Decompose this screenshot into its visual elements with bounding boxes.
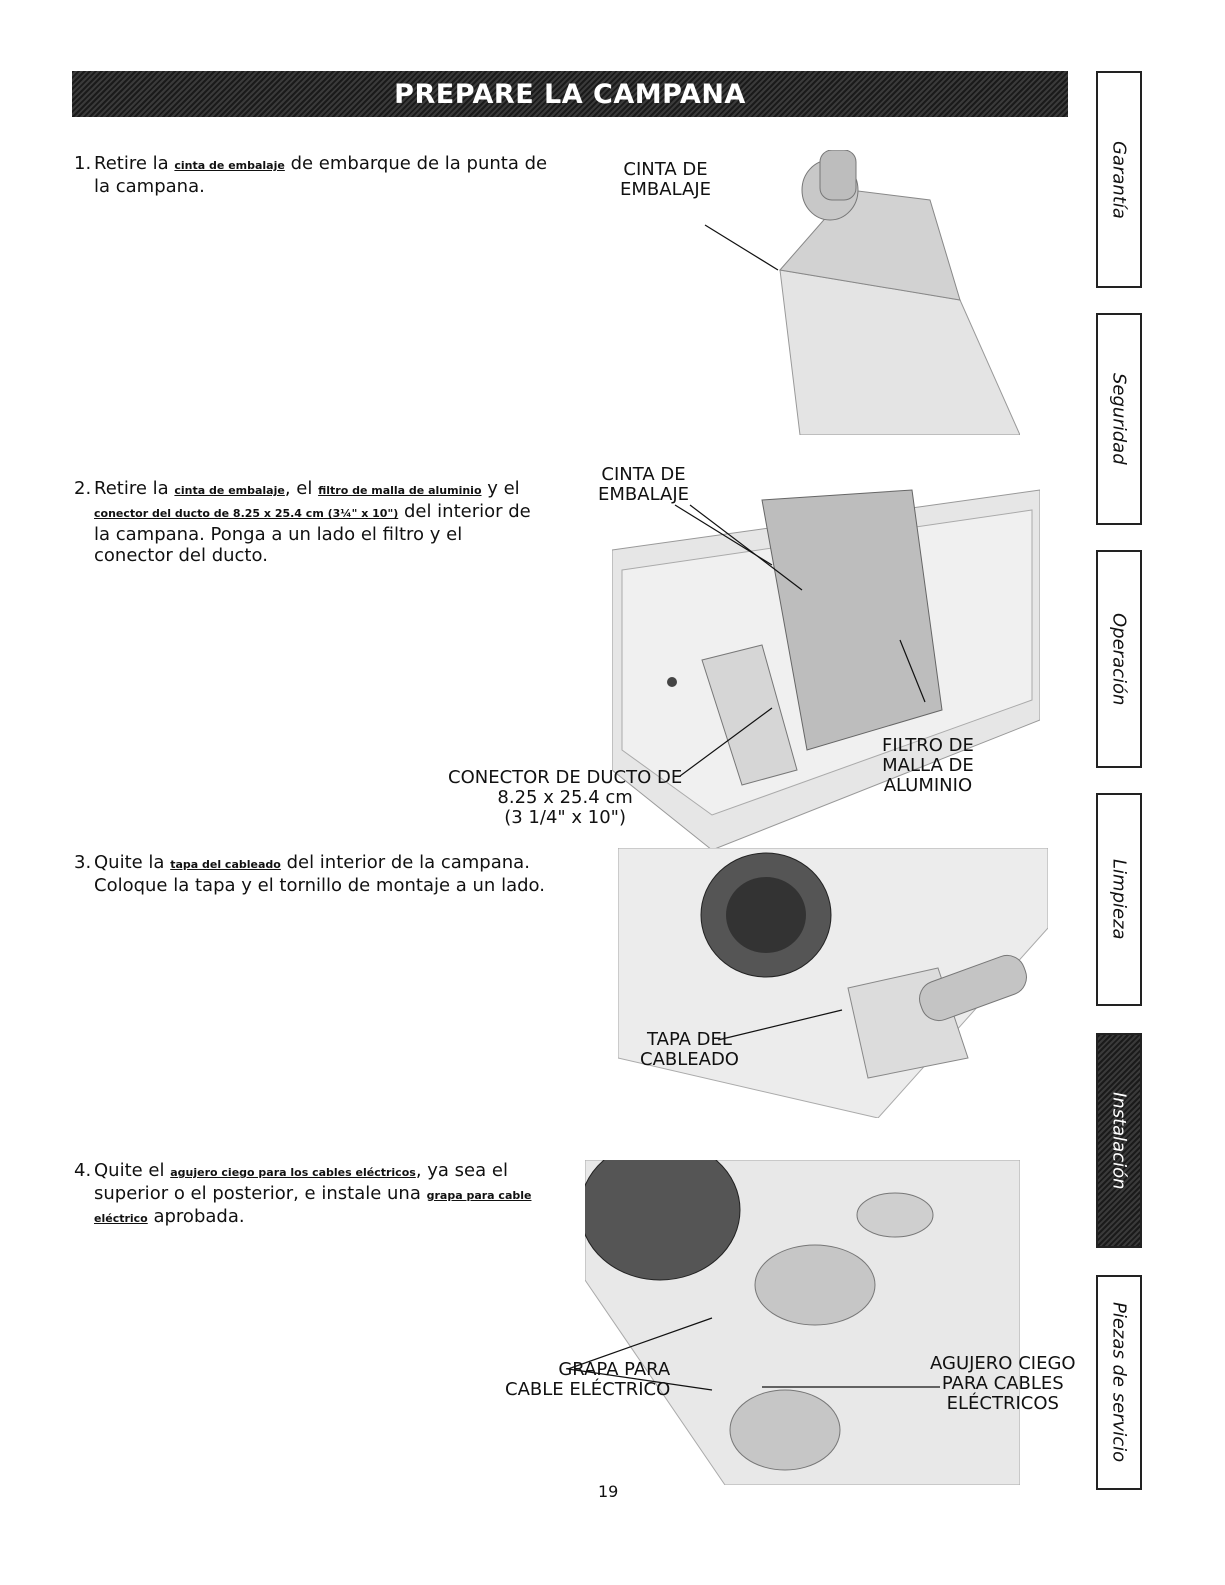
photo-hood-tip-tape: [720, 150, 1020, 435]
underlined-term: agujero ciego para los cables eléctricos: [170, 1166, 416, 1179]
underlined-term: grapa para cable eléctrico: [94, 1189, 532, 1225]
step-4: [74, 1160, 554, 1229]
hood-tip-illustration: [720, 150, 1020, 435]
step-number: 4.: [74, 1160, 92, 1181]
step-2: [74, 478, 544, 566]
step-1: [74, 153, 564, 197]
underlined-term: conector del ducto de 8.25 x 25.4 cm (3¼" x 10"): [94, 507, 399, 520]
label-cinta-embalaje-2: CINTA DE EMBALAJE: [598, 464, 690, 505]
step-3: [74, 852, 554, 896]
wiring-cover-illustration: [618, 848, 1048, 1118]
step-number: 3.: [74, 852, 92, 873]
tab-operacion[interactable]: Operación: [1096, 550, 1142, 768]
label-grapa: GRAPA PARA CABLE ELÉCTRICO: [505, 1359, 671, 1400]
label-tapa: TAPA DEL CABLEADO: [640, 1029, 739, 1070]
photo-knockout-clamp: [585, 1160, 1020, 1485]
step-text: Retire la cinta de embalaje de embarque de la punta de la campana.: [94, 153, 548, 197]
underlined-term: cinta de embalaje: [174, 484, 285, 497]
step-text: Retire la cinta de embalaje, el filtro de malla de aluminio y el conector del ducto de 8.25 x 25.4 cm (3¼" x 10") del interior de la campana. Ponga a un lado el filtro y el conector del ducto.: [94, 478, 531, 566]
section-title: PREPARE LA CAMPANA: [394, 78, 746, 110]
label-filtro: FILTRO DE MALLA DE ALUMINIO: [882, 735, 974, 796]
tab-seguridad[interactable]: Seguridad: [1096, 313, 1142, 525]
knockout-illustration: [585, 1160, 1020, 1485]
tab-piezas-de-servicio[interactable]: Piezas de servicio: [1096, 1275, 1142, 1490]
label-conector: CONECTOR DE DUCTO DE 8.25 x 25.4 cm (3 1/4" x 10"): [448, 767, 683, 828]
tab-garantia[interactable]: Garantía: [1096, 71, 1142, 288]
section-header: [72, 71, 1068, 117]
step-text: Quite el agujero ciego para los cables eléctricos, ya sea el superior o el posterior, e instale una grapa para cable eléctrico aprobada.: [94, 1160, 532, 1227]
page-number: 19: [598, 1482, 619, 1501]
underlined-term: filtro de malla de aluminio: [318, 484, 482, 497]
step-text: Quite la tapa del cableado del interior de la campana. Coloque la tapa y el tornillo de montaje a un lado.: [94, 852, 545, 896]
step-number: 1.: [74, 153, 92, 174]
label-agujero: AGUJERO CIEGO PARA CABLES ELÉCTRICOS: [930, 1353, 1076, 1414]
tab-limpieza[interactable]: Limpieza: [1096, 793, 1142, 1006]
step-number: 2.: [74, 478, 92, 499]
photo-wiring-cover: [618, 848, 1048, 1118]
label-cinta-embalaje-1: CINTA DE EMBALAJE: [620, 159, 712, 200]
underlined-term: cinta de embalaje: [174, 159, 285, 172]
tab-instalacion[interactable]: Instalación: [1096, 1033, 1142, 1248]
underlined-term: tapa del cableado: [170, 858, 281, 871]
